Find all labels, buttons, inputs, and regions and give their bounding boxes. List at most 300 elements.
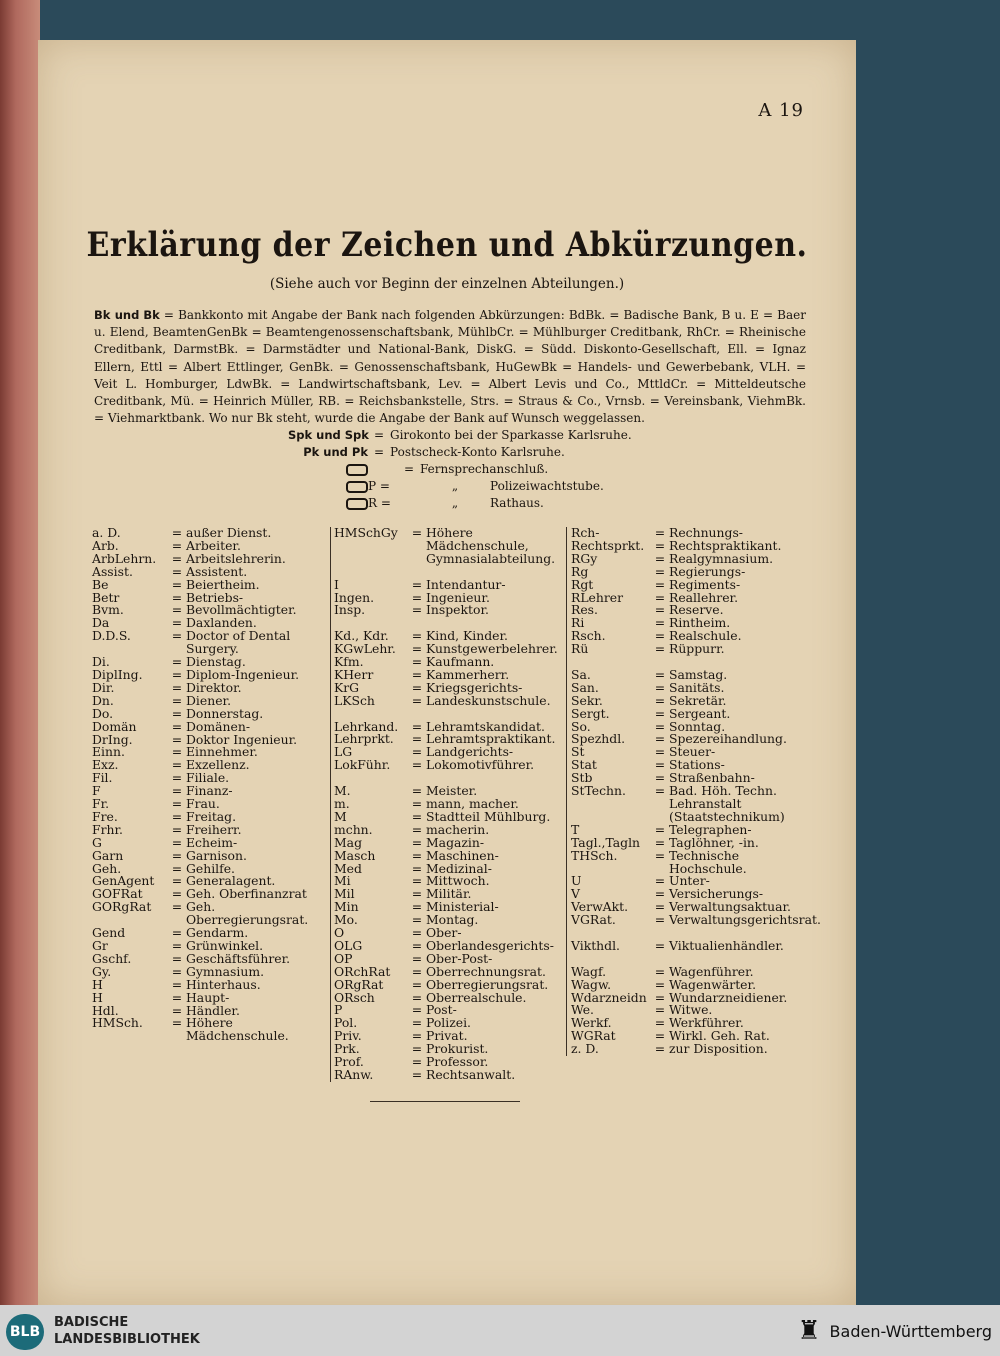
- equals-sign: =: [171, 757, 183, 773]
- abbreviation-meaning: Ministerial-: [426, 899, 499, 915]
- equals-sign: =: [654, 718, 666, 734]
- legend-value: Girokonto bei der Sparkasse Karlsruhe.: [390, 428, 632, 442]
- equals-sign: =: [654, 770, 666, 786]
- equals-sign: =: [171, 834, 183, 850]
- abbreviation: Rg: [571, 563, 589, 579]
- viewer-footer: [0, 1305, 1000, 1356]
- abbreviation: Einn.: [92, 744, 125, 760]
- equals-sign: =: [171, 770, 183, 786]
- equals-sign: =: [411, 963, 423, 979]
- abbreviation: T: [571, 821, 580, 837]
- abbreviation-entry: [334, 692, 570, 708]
- abbreviation: St: [571, 744, 585, 760]
- equals-sign: =: [411, 718, 423, 734]
- equals-sign: =: [171, 666, 183, 682]
- equals-sign: =: [171, 602, 183, 618]
- abbreviation: Res.: [571, 602, 598, 618]
- abbreviation-meaning: Freitag.: [186, 808, 237, 824]
- library-line-2: LANDESBIBLIOTHEK: [54, 1332, 200, 1347]
- abbreviation: Insp.: [334, 602, 366, 618]
- abbreviation-entry: [92, 901, 322, 927]
- abbreviation-meaning: Inspektor.: [426, 602, 489, 618]
- abbreviation: O: [334, 925, 345, 941]
- equals-sign: =: [411, 757, 423, 773]
- abbreviation: Mil: [334, 886, 355, 902]
- abbreviation: Stat: [571, 757, 597, 773]
- abbreviation-meaning: Oberregierungsrat.: [426, 976, 549, 992]
- abbreviation-meaning: Sergeant.: [669, 705, 731, 721]
- abbreviation-meaning: Gehilfe.: [186, 860, 235, 876]
- equals-sign: =: [411, 1054, 423, 1070]
- abbreviation-meaning: Reallehrer.: [669, 589, 739, 605]
- book-spine-edge: [0, 0, 40, 1305]
- abbreviation-meaning: Wundarzneidiener.: [669, 989, 788, 1005]
- equals-sign: =: [411, 808, 423, 824]
- equals-sign: =: [654, 1002, 666, 1018]
- abbreviation: Min: [334, 899, 359, 915]
- legend-key: Pk und Pk: [303, 445, 368, 459]
- abbreviation-meaning: Reserve.: [669, 602, 724, 618]
- abbreviation-meaning: Rechnungs-: [669, 525, 743, 540]
- abbreviation-meaning: Rintheim.: [669, 615, 731, 631]
- abbreviation-meaning: Lehramtspraktikant.: [426, 731, 556, 747]
- equals-sign: =: [654, 602, 666, 618]
- abbreviation: Exz.: [92, 757, 119, 773]
- abbreviation-meaning: Regierungs-: [669, 563, 746, 579]
- abbreviation: Lehrkand.: [334, 718, 399, 734]
- equals-sign: =: [654, 679, 666, 695]
- abbreviation: m.: [334, 795, 350, 811]
- equals-sign: =: [654, 757, 666, 773]
- state-name[interactable]: Baden-Württemberg: [829, 1322, 992, 1341]
- abbreviation: LG: [334, 744, 353, 760]
- abbreviation: Kd., Kdr.: [334, 628, 389, 644]
- equals-sign: =: [411, 641, 423, 657]
- abbreviation: U: [571, 873, 582, 889]
- telephone-icon: [346, 498, 368, 510]
- equals-sign: =: [654, 641, 666, 657]
- abbreviation: DiplIng.: [92, 666, 143, 682]
- abbreviation: DrIng.: [92, 731, 133, 747]
- abbreviation-meaning: Kind, Kinder.: [426, 628, 508, 644]
- legend-value: Fernsprechanschluß.: [420, 462, 549, 476]
- equals-sign: =: [654, 886, 666, 902]
- equals-sign: =: [654, 563, 666, 579]
- abbreviation-meaning: Domänen-: [186, 718, 251, 734]
- abbreviation: Mag: [334, 834, 363, 850]
- abbreviation-meaning: Witwe.: [669, 1002, 713, 1018]
- abbreviation-meaning: Realschule.: [669, 628, 742, 644]
- equals-sign: =: [654, 937, 666, 953]
- equals-sign: =: [411, 628, 423, 644]
- abbreviation-meaning: Freiherr.: [186, 821, 242, 837]
- abbreviation-meaning: Daxlanden.: [186, 615, 257, 631]
- abbreviation-meaning: Ober-: [426, 925, 462, 941]
- equals-sign: =: [411, 679, 423, 695]
- abbreviation-entry: [334, 527, 570, 566]
- abbreviation: Wagw.: [571, 976, 612, 992]
- abbreviation: Kfm.: [334, 654, 364, 670]
- book-page: [38, 40, 856, 1305]
- abbreviation-meaning: Oberrealschule.: [426, 989, 527, 1005]
- abbreviation-meaning: Ingenieur.: [426, 589, 490, 605]
- abbreviation-meaning: Direktor.: [186, 679, 242, 695]
- library-line-1: BADISCHE: [54, 1315, 129, 1330]
- abbreviation-meaning: Wagenführer.: [669, 963, 754, 979]
- abbreviation-meaning: Finanz-: [186, 783, 233, 799]
- abbreviation-meaning: Kammerherr.: [426, 666, 510, 682]
- abbreviation: Priv.: [334, 1028, 362, 1044]
- equals-sign: =: [171, 563, 183, 579]
- abbreviation-meaning: Militär.: [426, 886, 472, 902]
- page-title: Erklärung der Zeichen und Abkürzungen.: [86, 225, 808, 266]
- abbreviation: OP: [334, 950, 353, 966]
- equals-sign: =: [171, 692, 183, 708]
- equals-sign: =: [411, 1028, 423, 1044]
- equals-sign: =: [411, 1041, 423, 1057]
- equals-sign: =: [171, 938, 183, 953]
- equals-sign: =: [654, 989, 666, 1005]
- legend-suffix: R =: [368, 496, 391, 510]
- equals-sign: =: [411, 834, 423, 850]
- abbreviation: z. D.: [571, 1041, 599, 1057]
- symbol-legend: [288, 427, 632, 512]
- abbreviation-meaning: Exzellenz.: [186, 757, 250, 773]
- abbreviation-entry: [334, 604, 570, 617]
- abbreviation-meaning: Bevollmächtigter.: [186, 602, 297, 618]
- telephone-icon: [346, 481, 368, 493]
- equals-sign: =: [411, 886, 423, 902]
- abbreviation: San.: [571, 679, 599, 695]
- legend-key: [288, 495, 368, 512]
- abbreviation-meaning: Stations-: [669, 757, 725, 773]
- abbreviation-meaning: Sonntag.: [669, 718, 726, 734]
- abbreviation-meaning: Frau.: [186, 796, 220, 812]
- equals-sign: =: [654, 912, 666, 928]
- equals-sign: =: [411, 976, 423, 992]
- equals-sign: =: [411, 821, 423, 837]
- abbreviation-entry: [571, 1043, 807, 1056]
- abbreviation-meaning: Magazin-: [426, 834, 485, 850]
- equals-sign: =: [654, 976, 666, 992]
- abbreviation-meaning: Beiertheim.: [186, 576, 260, 592]
- equals-sign: =: [171, 860, 183, 876]
- abbreviation: Gy.: [92, 963, 112, 979]
- abbreviation-meaning: Stadtteil Mühlburg.: [426, 808, 551, 824]
- equals-sign: =: [171, 731, 183, 747]
- abbreviation: ORchRat: [334, 963, 391, 979]
- abbreviation: Dir.: [92, 679, 115, 695]
- abbreviation: Rsch.: [571, 628, 606, 644]
- abbreviation: HMSchGy: [334, 525, 398, 540]
- abbreviation-meaning: Ober-Post-: [426, 950, 493, 966]
- abbreviation: Prof.: [334, 1054, 364, 1070]
- abbreviation-meaning: Verwaltungsgerichtsrat.: [669, 912, 821, 928]
- equals-sign: =: [654, 692, 666, 708]
- abbreviation: OLG: [334, 937, 363, 953]
- abbreviation: THSch.: [571, 847, 618, 863]
- abbreviation: LokFühr.: [334, 757, 391, 773]
- equals-sign: =: [411, 1067, 423, 1082]
- abbreviation: Stb: [571, 770, 593, 786]
- abbreviation-meaning: Haupt-: [186, 989, 230, 1005]
- abbreviation: Ri: [571, 615, 585, 631]
- abbreviation-meaning: zur Disposition.: [669, 1041, 768, 1057]
- abbreviation: Domän: [92, 718, 137, 734]
- equals-sign: =: [171, 1015, 183, 1031]
- equals-sign: =: [411, 602, 423, 618]
- equals-sign: =: [171, 550, 183, 566]
- equals-sign: =: [654, 1015, 666, 1031]
- abbreviation: Do.: [92, 705, 114, 721]
- equals-sign: =: [654, 628, 666, 644]
- abbreviation-column-3: [566, 525, 821, 1057]
- equals-sign: =: [654, 615, 666, 631]
- equals-sign: =: [654, 899, 666, 915]
- abbreviation: Be: [92, 576, 109, 592]
- abbreviation-meaning: Oberlandesgerichts-: [426, 937, 554, 953]
- abbreviation-meaning: Donnerstag.: [186, 705, 264, 721]
- abbreviation-meaning: macherin.: [426, 821, 490, 837]
- equals-sign: =: [654, 589, 666, 605]
- abbreviation-meaning: Oberrechnungsrat.: [426, 963, 546, 979]
- equals-sign: =: [171, 537, 183, 553]
- equals-sign: =: [171, 989, 183, 1005]
- equals-sign: =: [411, 692, 423, 708]
- abbreviation-meaning: Rechtspraktikant.: [669, 537, 782, 553]
- abbreviation: RGy: [571, 550, 598, 566]
- abbreviation-entry: [92, 1017, 322, 1043]
- abbreviation-meaning: Wagenwärter.: [669, 976, 757, 992]
- abbreviation: Med: [334, 860, 362, 876]
- abbreviation-meaning: Geh. Oberfinanzrat: [186, 886, 307, 902]
- ditto-mark: „: [451, 479, 459, 493]
- ditto-mark: „: [451, 496, 459, 510]
- abbreviation-meaning: Dienstag.: [186, 654, 246, 670]
- equals-sign: =: [654, 1041, 666, 1057]
- abbreviation-meaning: außer Dienst.: [186, 525, 272, 540]
- abbreviation-meaning: Wirkl. Geh. Rat.: [669, 1028, 770, 1044]
- legend-value: Polizeiwachtstube.: [490, 479, 604, 493]
- abbreviation-meaning: mann, macher.: [426, 795, 519, 811]
- bank-abbreviation-text: = Bankkonto mit Angabe der Bank nach folgenden Abkürzungen: BdBk. = Badische Bank, B u. E = Baer u. Elend, BeamtenGenBk = Beamtengenossenschaftsbank, MühlbCr. = Mühlburger Creditbank, RhCr. = Rheinische Creditbank, DarmstBk. = Darmstädter und National-Bank, DiskG. = Südd. Diskonto-Gesellschaft, Ell. = Ignaz Ellern, Ettl = Albert Ettlinger, GenBk. = Genossenschaftsbank, HuGewBk = Handels- und Gewerbebank, VLH. = Veit L. Homburger, LdwBk. = Landwirtschaftsbank, Lev. = Albert Levis und Co., MttldCr. = Mitteldeutsche Creditbank, Mü. = Heinrich Müller, RB. = Reichsbankstelle, Strs. = Straus & Co., Vrnsb. = Vereinsbank, ViehmBk. = Viehmarktbank. Wo nur Bk steht, wurde die Angabe der Bank auf Wunsch weggelassen.: [94, 308, 806, 426]
- abbreviation-meaning: Unter-: [669, 873, 710, 889]
- equals-sign: =: [654, 666, 666, 682]
- abbreviation-meaning: Samstag.: [669, 666, 728, 682]
- page-subtitle: (Siehe auch vor Beginn der einzelnen Abteilungen.): [269, 276, 625, 292]
- equals-sign: =: [403, 462, 415, 476]
- abbreviation: GenAgent: [92, 873, 155, 889]
- abbreviation: V: [571, 886, 580, 902]
- abbreviation-meaning: Arbeiter.: [186, 537, 241, 553]
- equals-sign: =: [654, 525, 666, 540]
- abbreviation-meaning: Filiale.: [186, 770, 230, 786]
- equals-sign: =: [171, 950, 183, 966]
- equals-sign: =: [171, 796, 183, 812]
- abbreviation-meaning: Montag.: [426, 912, 479, 928]
- legend-value: Postscheck-Konto Karlsruhe.: [390, 445, 565, 459]
- abbreviation: Lehrprkt.: [334, 731, 394, 747]
- abbreviation: ArbLehrn.: [92, 550, 157, 566]
- abbreviation-meaning: Steuer-: [669, 744, 716, 760]
- abbreviation: Wagf.: [571, 963, 607, 979]
- legend-row: [288, 495, 632, 512]
- bk-bold-label: Bk und: [94, 308, 140, 322]
- abbreviation-meaning: Straßenbahn-: [669, 770, 755, 786]
- equals-sign: =: [654, 821, 666, 837]
- equals-sign: [398, 495, 420, 512]
- abbreviation: Fil.: [92, 770, 113, 786]
- equals-sign: =: [171, 783, 183, 799]
- equals-sign: =: [411, 899, 423, 915]
- abbreviation-meaning: Händler.: [186, 1002, 240, 1018]
- abbreviation-meaning: Geh. Oberregierungsrat.: [186, 899, 309, 928]
- abbreviation: Gr: [92, 938, 108, 953]
- equals-sign: =: [171, 744, 183, 760]
- legend-key: [288, 461, 368, 478]
- abbreviation-meaning: Landeskunstschule.: [426, 692, 551, 708]
- abbreviation: Assist.: [92, 563, 133, 579]
- equals-sign: =: [171, 679, 183, 695]
- legend-value: Rathaus.: [490, 496, 544, 510]
- abbreviation: Rgt: [571, 576, 594, 592]
- equals-sign: [398, 478, 420, 495]
- page-number: A 19: [758, 100, 804, 121]
- abbreviation-meaning: Sekretär.: [669, 692, 727, 708]
- equals-sign: =: [411, 1002, 423, 1018]
- abbreviation: H: [92, 976, 103, 992]
- abbreviation: We.: [571, 1002, 594, 1018]
- abbreviation-meaning: Rechtsanwalt.: [426, 1067, 516, 1082]
- abbreviation-meaning: Hinterhaus.: [186, 976, 261, 992]
- equals-sign: =: [411, 937, 423, 953]
- equals-sign: =: [411, 576, 423, 592]
- abbreviation-entry: [571, 912, 821, 928]
- abbreviation-entry: [571, 937, 807, 953]
- blb-logo[interactable]: BLB: [6, 1314, 44, 1350]
- abbreviation: So.: [571, 718, 591, 734]
- abbreviation: Mi: [334, 873, 351, 889]
- equals-sign: =: [654, 744, 666, 760]
- equals-sign: =: [171, 718, 183, 734]
- abbreviation: RAnw.: [334, 1067, 374, 1082]
- telephone-icon: [346, 464, 368, 476]
- equals-sign: =: [411, 783, 423, 799]
- equals-sign: =: [171, 576, 183, 592]
- equals-sign: =: [171, 589, 183, 605]
- closing-rule: [370, 1101, 520, 1102]
- equals-sign: =: [171, 821, 183, 837]
- abbreviation: mchn.: [334, 821, 373, 837]
- abbreviation-meaning: Technische Hochschule.: [669, 847, 747, 876]
- equals-sign: =: [171, 654, 183, 670]
- abbreviation-meaning: Meister.: [426, 783, 478, 799]
- abbreviation: Hdl.: [92, 1002, 119, 1018]
- abbreviation-meaning: Maschinen-: [426, 847, 499, 863]
- equals-sign: =: [411, 666, 423, 682]
- equals-sign: =: [654, 731, 666, 747]
- equals-sign: =: [171, 628, 183, 644]
- equals-sign: =: [654, 576, 666, 592]
- equals-sign: =: [411, 654, 423, 670]
- equals-sign: =: [654, 873, 666, 889]
- abbreviation-meaning: Doktor Ingenieur.: [186, 731, 298, 747]
- equals-sign: =: [373, 428, 385, 442]
- equals-sign: =: [654, 783, 666, 799]
- abbreviation: KHerr: [334, 666, 374, 682]
- abbreviation: Gend: [92, 925, 126, 941]
- abbreviation-meaning: Generalagent.: [186, 873, 276, 889]
- equals-sign: =: [171, 525, 183, 540]
- abbreviation: Geh.: [92, 860, 122, 876]
- abbreviation: Fre.: [92, 808, 118, 824]
- abbreviation: HMSch.: [92, 1015, 143, 1031]
- abbreviation: F: [92, 783, 101, 799]
- abbreviation: M.: [334, 783, 351, 799]
- abbreviation: Bvm.: [92, 602, 124, 618]
- abbreviation: a. D.: [92, 525, 121, 540]
- abbreviation-entry: [571, 847, 807, 876]
- equals-sign: =: [654, 1028, 666, 1044]
- equals-sign: =: [171, 705, 183, 721]
- abbreviation: GORgRat: [92, 899, 152, 915]
- abbreviation-entry: [334, 759, 570, 772]
- abbreviation-meaning: Prokurist.: [426, 1041, 489, 1057]
- abbreviation: ORsch: [334, 989, 375, 1005]
- abbreviation-meaning: Gymnasium.: [186, 963, 265, 979]
- abbreviation-meaning: Einnehmer.: [186, 744, 258, 760]
- equals-sign: =: [411, 950, 423, 966]
- abbreviation: ORgRat: [334, 976, 384, 992]
- abbreviation: Wdarzneidn: [571, 989, 647, 1005]
- abbreviation-meaning: Höhere Mädchenschule.: [186, 1015, 289, 1044]
- abbreviation-meaning: Intendantur-: [426, 576, 506, 592]
- abbreviation: Da: [92, 615, 110, 631]
- abbreviation: GOFRat: [92, 886, 143, 902]
- equals-sign: =: [171, 963, 183, 979]
- abbreviation-meaning: Echeim-: [186, 834, 238, 850]
- equals-sign: =: [411, 860, 423, 876]
- equals-sign: =: [411, 925, 423, 941]
- abbreviation-meaning: Telegraphen-: [669, 821, 752, 837]
- legend-key: [288, 478, 368, 495]
- abbreviation: Ingen.: [334, 589, 375, 605]
- abbreviation-meaning: Grünwinkel.: [186, 938, 264, 953]
- equals-sign: =: [411, 744, 423, 760]
- abbreviation: Pol.: [334, 1015, 358, 1031]
- abbreviation: Masch: [334, 847, 376, 863]
- equals-sign: =: [654, 834, 666, 850]
- abbreviation-meaning: Verwaltungsaktuar.: [669, 899, 791, 915]
- equals-sign: =: [171, 615, 183, 631]
- abbreviation: I: [334, 576, 339, 592]
- abbreviation-meaning: Garnison.: [186, 847, 247, 863]
- abbreviation-meaning: Viktualienhändler.: [669, 937, 784, 953]
- abbreviation-meaning: Kriegsgerichts-: [426, 679, 523, 695]
- equals-sign: =: [373, 445, 385, 459]
- abbreviation: Di.: [92, 654, 110, 670]
- abbreviation-meaning: Regiments-: [669, 576, 741, 592]
- abbreviation: G: [92, 834, 102, 850]
- abbreviation-meaning: Medizinal-: [426, 860, 492, 876]
- abbreviation: Dn.: [92, 692, 114, 708]
- abbreviation-meaning: Realgymnasium.: [669, 550, 774, 566]
- abbreviation-meaning: Geschäftsführer.: [186, 950, 291, 966]
- abbreviation: Rü: [571, 641, 589, 657]
- equals-sign: =: [411, 731, 423, 747]
- abbreviation-meaning: Assistent.: [186, 563, 248, 579]
- abbreviation: StTechn.: [571, 783, 626, 799]
